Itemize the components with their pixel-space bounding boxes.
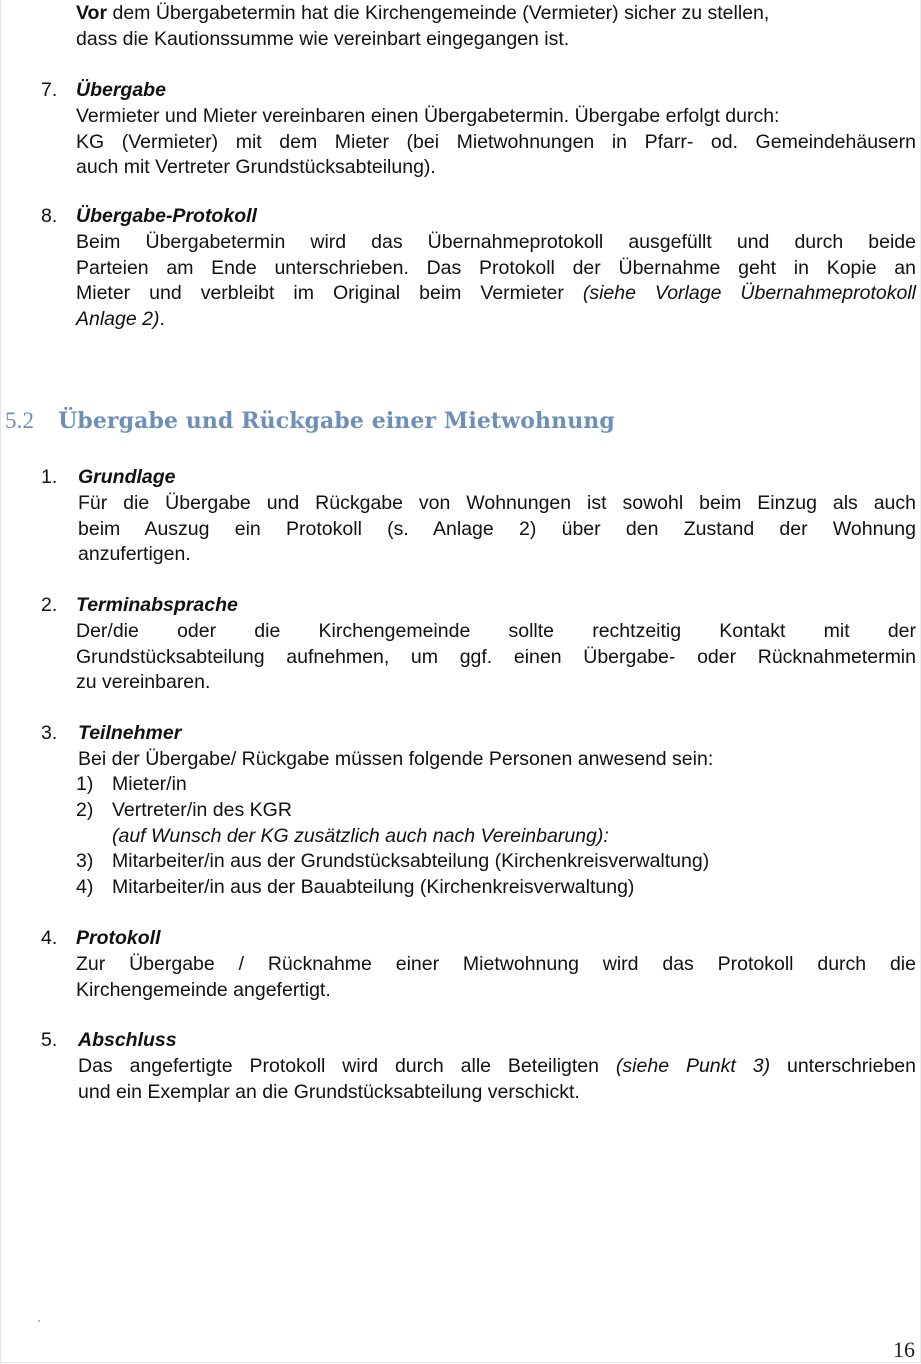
item7-line3: auch mit Vertreter Grundstücksabteilung). [76,156,436,179]
s4-number: 4. [41,927,58,949]
s2-line1: Der/die oder die Kirchengemeinde sollte rechtzeitig Kontakt mit der [76,619,916,642]
s1-line3: anzufertigen. [78,543,191,566]
item8-line1: Beim Übergabetermin wird das Übernahmeprotokoll ausgefüllt und durch beide [76,230,916,253]
item8-line3-ref: (siehe Vorlage Übernahmeprotokoll [582,282,917,305]
s3-number: 3. [41,722,58,744]
s5-line1: Das angefertigte Protokoll wird durch alle Beteiligten [78,1054,616,1077]
item8-block [76,204,916,333]
s4-title: Protokoll [76,927,161,949]
s1-title: Grundlage [78,466,176,488]
item7-line1: Vermieter und Mieter vereinbaren einen Übergabetermin. Übergabe erfolgt durch: [76,104,780,127]
section-heading [5,408,615,435]
item8-line3: Mieter und verbleibt im Original beim Vermieter [76,282,583,305]
list-item-number: 1) [76,773,94,795]
section-title: Übergabe und Rückgabe einer Mietwohnung [58,408,615,434]
s5-line1-end: unterschrieben [770,1054,916,1077]
s3-note: (auf Wunsch der KG zusätzlich auch nach Vereinbarung): [112,825,609,847]
page-number: 16 [893,1337,915,1362]
list-item-number: 4) [76,876,94,898]
s5-line1-ref: (siehe Punkt 3) [615,1054,771,1077]
stray-dot [38,1320,40,1322]
s2-block [76,593,916,696]
s1-line1: Für die Übergabe und Rückgabe von Wohnungen ist sowohl beim Einzug als auch [78,491,916,514]
intro-paragraph [76,1,916,53]
s4-block [76,926,916,1003]
list-item-text: Vertreter/in des KGR [112,799,292,821]
item8-line4-end: . [159,308,165,331]
list-item-text: Mitarbeiter/in aus der Grundstücksabteilung (Kirchenkreisverwaltung) [112,850,710,872]
section-number: 5.2 [5,408,35,433]
s5-line2: und ein Exemplar an die Grundstücksabteilung verschickt. [78,1080,580,1103]
item8-line2: Parteien am Ende unterschrieben. Das Protokoll der Übernahme geht in Kopie an [76,256,916,279]
s3-block [78,721,918,773]
item7-line2: KG (Vermieter) mit dem Mieter (bei Mietwohnungen in Pfarr- od. Gemeindehäusern [76,130,916,153]
list-item-text: Mieter/in [112,773,187,795]
list-item-number: 3) [76,850,94,872]
list-item-number: 2) [76,799,94,821]
intro-bold-lead: Vor [76,2,108,24]
s5-block [78,1028,916,1105]
s2-title: Terminabsprache [76,594,238,616]
item8-number: 8. [41,205,58,227]
s1-number: 1. [41,466,58,488]
item7-title: Übergabe [76,79,166,101]
s5-title: Abschluss [78,1029,177,1051]
s3-title: Teilnehmer [78,722,182,744]
s3-intro: Bei der Übergabe/ Rückgabe müssen folgende Personen anwesend sein: [78,747,714,770]
s2-number: 2. [41,594,58,616]
s1-block [78,465,916,568]
intro-line2: dass die Kautionssumme wie vereinbart eingegangen ist. [76,27,570,50]
item8-line4-ref: Anlage 2) [76,308,160,331]
item8-title: Übergabe-Protokoll [76,205,257,227]
s4-line2: Kirchengemeinde angefertigt. [76,978,331,1001]
s5-number: 5. [41,1029,58,1051]
item7-number: 7. [41,79,58,101]
item7-block [76,78,916,181]
s4-line1: Zur Übergabe / Rücknahme einer Mietwohnung wird das Protokoll durch die [76,952,916,975]
s2-line3: zu vereinbaren. [76,671,211,694]
intro-line1: dem Übergabetermin hat die Kirchengemeinde (Vermieter) sicher zu stellen, [107,2,770,24]
list-item-text: Mitarbeiter/in aus der Bauabteilung (Kirchenkreisverwaltung) [112,876,635,898]
s1-line2: beim Auszug ein Protokoll (s. Anlage 2) über den Zustand der Wohnung [78,517,916,540]
s2-line2: Grundstücksabteilung aufnehmen, um ggf. einen Übergabe- oder Rücknahmetermin [76,645,916,668]
